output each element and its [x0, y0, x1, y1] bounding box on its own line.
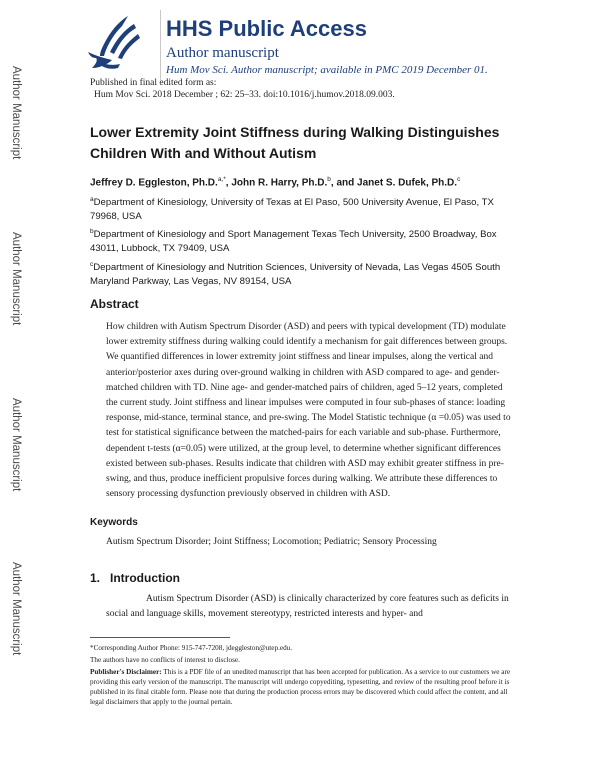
- sidebar-label-4: Author Manuscript: [10, 562, 22, 656]
- hhs-header: [38, 10, 578, 76]
- keywords-heading: Keywords: [90, 517, 138, 528]
- citation: Hum Mov Sci. 2018 December ; 62: 25–33. doi:10.1016/j.humov.2018.09.003.: [94, 90, 395, 100]
- author-list: Jeffrey D. Eggleston, Ph.D.$^{a,*}$, John R. Harry, Ph.D.$^b$, and Janet S. Dufek, Ph.D.$^c$: [90, 176, 461, 189]
- footnotes: [90, 643, 520, 709]
- author-superscript: c: [457, 176, 461, 183]
- publication-info: [90, 77, 395, 101]
- hhs-title: HHS Public Access: [166, 16, 367, 41]
- publisher-disclaimer: Publisher's Disclaimer: This is a PDF file of an unedited manuscript that has been accepted for publication. As a service to our customers we are providing this early version of the manuscript. The manuscript will undergo copyediting, typesetting, and review of the resulting proof before it is published in its final citable form. Please note that during the production process errors may be discovered which could affect the content, and all legal disclaimers that apply to the journal pertain.: [90, 668, 511, 706]
- affiliation-c: $^c$Department of Kinesiology and Nutrition Sciences, University of Nevada, Las Vegas 4505 South Maryland Parkway, Las Vegas, NV 89154, USA: [90, 261, 501, 287]
- sidebar-label-2: Author Manuscript: [10, 232, 22, 326]
- abstract-text: How children with Autism Spectrum Disorder (ASD) and peers with typical development (TD) modulate lower extremity stiffness during walking could identify a mechanism for gait differences between groups. We quantified differences in lower extremity joint stiffness and linear impulses, along the vertical and anterior/posterior axes during over-ground walking in children with ASD compared to age- and gender-matched children with TD. Nine age- and gender-matched pairs of children, aged 5–12 years, completed the current study. Joint stiffness and linear impulses were computed in four sub-phases of stance: loading response, mid-stance, terminal stance, and pre-swing. The Model Statistic technique (α =0.05) was used to test for statistical significance between the matched-pairs for each variable and sub-phase. Furthermore, dependent t-tests (α=0.05) were utilized, at the group level, to determine whether significant differences existed between sub-phases. Results indicate that children with ASD may exhibit greater stiffness in pre-swing, and thus, produce inefficient propulsive forces during walking. We attribute these differences to sensory processing dysfunction previously observed in children with ASD.: [106, 322, 511, 500]
- journal-availability: Hum Mov Sci. Author manuscript; available in PMC 2019 December 01.: [166, 64, 488, 76]
- sidebar-label-3: Author Manuscript: [10, 398, 22, 492]
- sidebar-label-1: Author Manuscript: [10, 66, 22, 160]
- corresponding-author-note: *Corresponding Author Phone: 915-747-7208, jdeggleston@utep.edu.: [90, 644, 293, 652]
- header-divider: [160, 10, 161, 80]
- hhs-eagle-logo-icon: [78, 12, 144, 72]
- article-title: Lower Extremity Joint Stiffness during Walking Distinguishes Children With and Without Autism: [90, 124, 500, 161]
- abstract-heading: Abstract: [90, 297, 139, 311]
- author-name: Janet S. Dufek, Ph.D.: [357, 177, 458, 189]
- affiliation-b: $^b$Department of Kinesiology and Sport Management Texas Tech University, 2500 Broadway, Box 43011, Lubbock, TX 79409, USA: [90, 228, 497, 254]
- section-title: Introduction: [110, 571, 180, 585]
- author-superscript: a,*: [217, 176, 226, 183]
- affiliation-a: $^a$Department of Kinesiology, University of Texas at El Paso, 500 University Avenue, El Paso, TX 79968, USA: [90, 196, 494, 222]
- author-name: John R. Harry, Ph.D.: [231, 177, 328, 189]
- author-superscript: b: [327, 176, 331, 183]
- keywords-text: Autism Spectrum Disorder; Joint Stiffness; Locomotion; Pediatric; Sensory Processing: [106, 537, 437, 547]
- published-label: Published in final edited form as:: [90, 78, 217, 88]
- author-name: Jeffrey D. Eggleston, Ph.D.: [90, 177, 218, 189]
- footnote-divider: [90, 637, 230, 638]
- manuscript-label: Author manuscript: [166, 45, 279, 61]
- introduction-heading: [90, 571, 180, 585]
- conflict-note: The authors have no conflicts of interest to disclose.: [90, 656, 240, 664]
- section-number: 1.: [90, 571, 101, 585]
- introduction-text: Autism Spectrum Disorder (ASD) is clinically characterized by core features such as deficits in social and language skills, movement stereotypy, restricted interests and hyper- and: [106, 594, 509, 620]
